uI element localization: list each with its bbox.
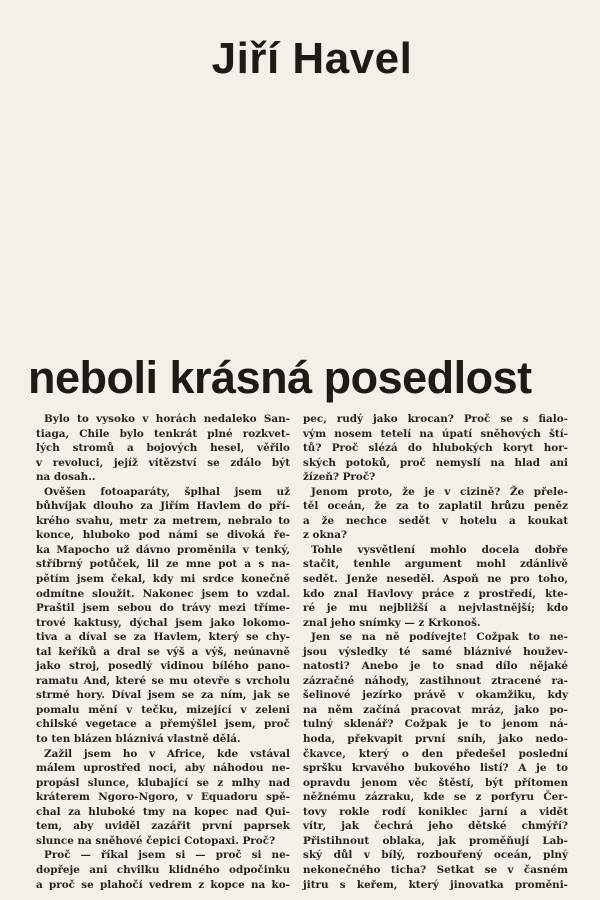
paragraph (36, 747, 290, 849)
text-line: trové kaktusy, dýchal jsem jako lokomo- (36, 616, 290, 629)
text-line: z okna? (303, 529, 348, 542)
text-line: nekonečného ticha? Setkat se v časném (303, 863, 568, 876)
text-line: jsou výsledky té samé bláznivé houžev- (303, 645, 568, 658)
text-line: ramatu And, které se mu otevře s vrcholu (36, 674, 290, 687)
text-line: pec, rudý jako krocan? Proč se s fialo- (303, 413, 568, 425)
text-line: Praštil jsem sebou do trávy mezi tříme- (36, 602, 290, 615)
text-line: žízeň? Proč? (303, 471, 376, 484)
text-line: zázračné náhody, zastihnout ztracené ra- (303, 674, 568, 687)
text-line: hoda, překvapit první sníh, jako nedo- (303, 733, 568, 746)
text-line: konce, hluboko pod námi se divoká ře- (36, 529, 290, 542)
text-line: tulný sklenář? Cožpak je to jenom ná- (303, 718, 568, 731)
text-line: vým nosem tetelí na úpatí sněhových ští- (303, 427, 568, 440)
text-line: opravdu jenom věc štěstí, být přítomen (303, 776, 568, 789)
text-line: Proč — říkal jsem si — proč si ne- (44, 849, 290, 862)
paragraph (303, 412, 568, 485)
text-line: tů? Proč slézá do hlubokých koryt hor- (303, 442, 568, 455)
paragraph (36, 485, 290, 747)
text-line: na něm začíná pracovat mráz, jako po- (303, 703, 568, 716)
text-line: jako stroj, posedlý vidinou bílého pano- (36, 660, 290, 673)
text-line: propásl slunce, klubající se z mlhy nad (36, 776, 290, 789)
text-line: tiva a díval se za Havlem, který se chy- (36, 631, 290, 644)
text-line: chal za hluboké tmy na kopec nad Qui- (36, 805, 290, 818)
text-line: tal keříků a dral se výš a výš, neúnavně (36, 645, 290, 658)
text-line: to ten blázen bláznivá vlastně dělá. (36, 733, 241, 746)
text-line: Přistihnout oblaka, jak proměňují Lab- (303, 834, 568, 847)
text-line: slunce na sněhové čepici Cotopaxi. Proč? (36, 834, 276, 847)
text-line: Tohle vysvětlení mohlo docela dobře (311, 543, 568, 556)
text-line: lých stromů a bojových hesel, věřilo (36, 442, 290, 455)
text-line: šelinové jezírko právě v okamžiku, kdy (303, 689, 568, 702)
text-column-right (303, 412, 568, 892)
text-line: sedět. Jenže neseděl. Aspoň ne pro toho, (303, 573, 568, 586)
article-subtitle: neboli krásná posedlost (28, 352, 532, 403)
text-line: Ověšen fotoaparáty, šplhal jsem už (44, 485, 290, 498)
text-line: chilské vegetace a přemýšlel jsem, proč (36, 718, 290, 731)
text-line: v revoluci, jejíž vítězství se zdálo být (36, 456, 290, 469)
paragraph (303, 630, 568, 892)
text-line: jitru s keřem, který jinovatka proměni- (303, 878, 568, 891)
text-line: spršku krvavého bukového listí? A je to (303, 762, 568, 775)
text-line: kráterem Ngoro-Ngoro, v Equadoru spě- (36, 791, 290, 804)
text-line: Zažil jsem ho v Africe, kde vstával (44, 747, 290, 760)
text-line: dopřeje ani chvilku klidného odpočinku (36, 863, 290, 876)
paragraph (36, 848, 290, 892)
text-line: vítr, jak čechrá jeho dětské chmýří? (303, 820, 568, 833)
text-line: Jenom proto, že je v cizině? Že přele- (311, 485, 568, 498)
paragraph (303, 485, 568, 543)
text-line: na dosah.. (36, 471, 96, 484)
text-line: čkavce, který o den předešel poslední (303, 747, 568, 760)
text-line: stačit, tenhle argument mohl zdánlivě (303, 558, 568, 571)
paragraph (303, 543, 568, 630)
text-line: kdo znal Havlovy práce z prostředí, kte- (303, 587, 568, 600)
text-line: ka Mapocho už dávno proměnila v tenký, (36, 543, 290, 556)
paragraph (36, 412, 290, 485)
text-line: málem uprostřed noci, aby náhodou ne- (36, 762, 290, 775)
text-line: tovy rokle rodí koniklec jarní a vidět (303, 805, 568, 818)
author-title: Jiří Havel (211, 34, 413, 83)
text-line: tiaga, Chile bylo tenkrát plné rozkvet- (36, 427, 290, 440)
text-line: strmé hory. Díval jsem se za ním, jak se (36, 689, 290, 702)
text-column-left (36, 412, 290, 892)
text-line: stříbrný potůček, lil ze mne pot a s na- (36, 558, 290, 571)
text-line: a že nechce sedět v hotelu a koukat (303, 514, 568, 527)
text-line: a proč se plahočí vedrem z kopce na ko- (36, 878, 290, 891)
text-line: tem, aby uviděl zazářit první paprsek (36, 820, 290, 833)
text-line: těl oceán, že za to zaplatil hrůzu peněz (303, 500, 568, 513)
text-line: Bylo to vysoko v horách nedaleko San- (44, 413, 290, 425)
text-line: bůhvíjak dlouho za Jiřím Havlem do pří- (36, 500, 290, 513)
text-line: něžnému zázraku, kde se z porfyru Čer- (303, 791, 568, 804)
text-line: ský důl v bílý, rozbouřený oceán, plný (303, 849, 568, 862)
text-line: natosti? Anebo je to snad dílo nějaké (303, 660, 568, 673)
text-line: znal jeho snímky — z Krkonoš. (303, 616, 481, 629)
text-line: krého svahu, metr za metrem, nebralo to (36, 514, 290, 527)
text-line: ských potoků, proč nemyslí na hlad ani (303, 456, 568, 469)
text-line: odmítne sloužit. Nakonec jsem to vzdal. (36, 587, 290, 600)
text-line: pomalu mění v tečku, mizející v zeleni (36, 703, 290, 716)
text-line: Jen se na ně podívejte! Cožpak to ne- (311, 631, 568, 644)
text-line: pětím jsem čekal, kdy mi srdce konečně (36, 573, 290, 586)
text-line: ré je mu nejbližší a nejvlastnější; kdo (303, 602, 568, 615)
